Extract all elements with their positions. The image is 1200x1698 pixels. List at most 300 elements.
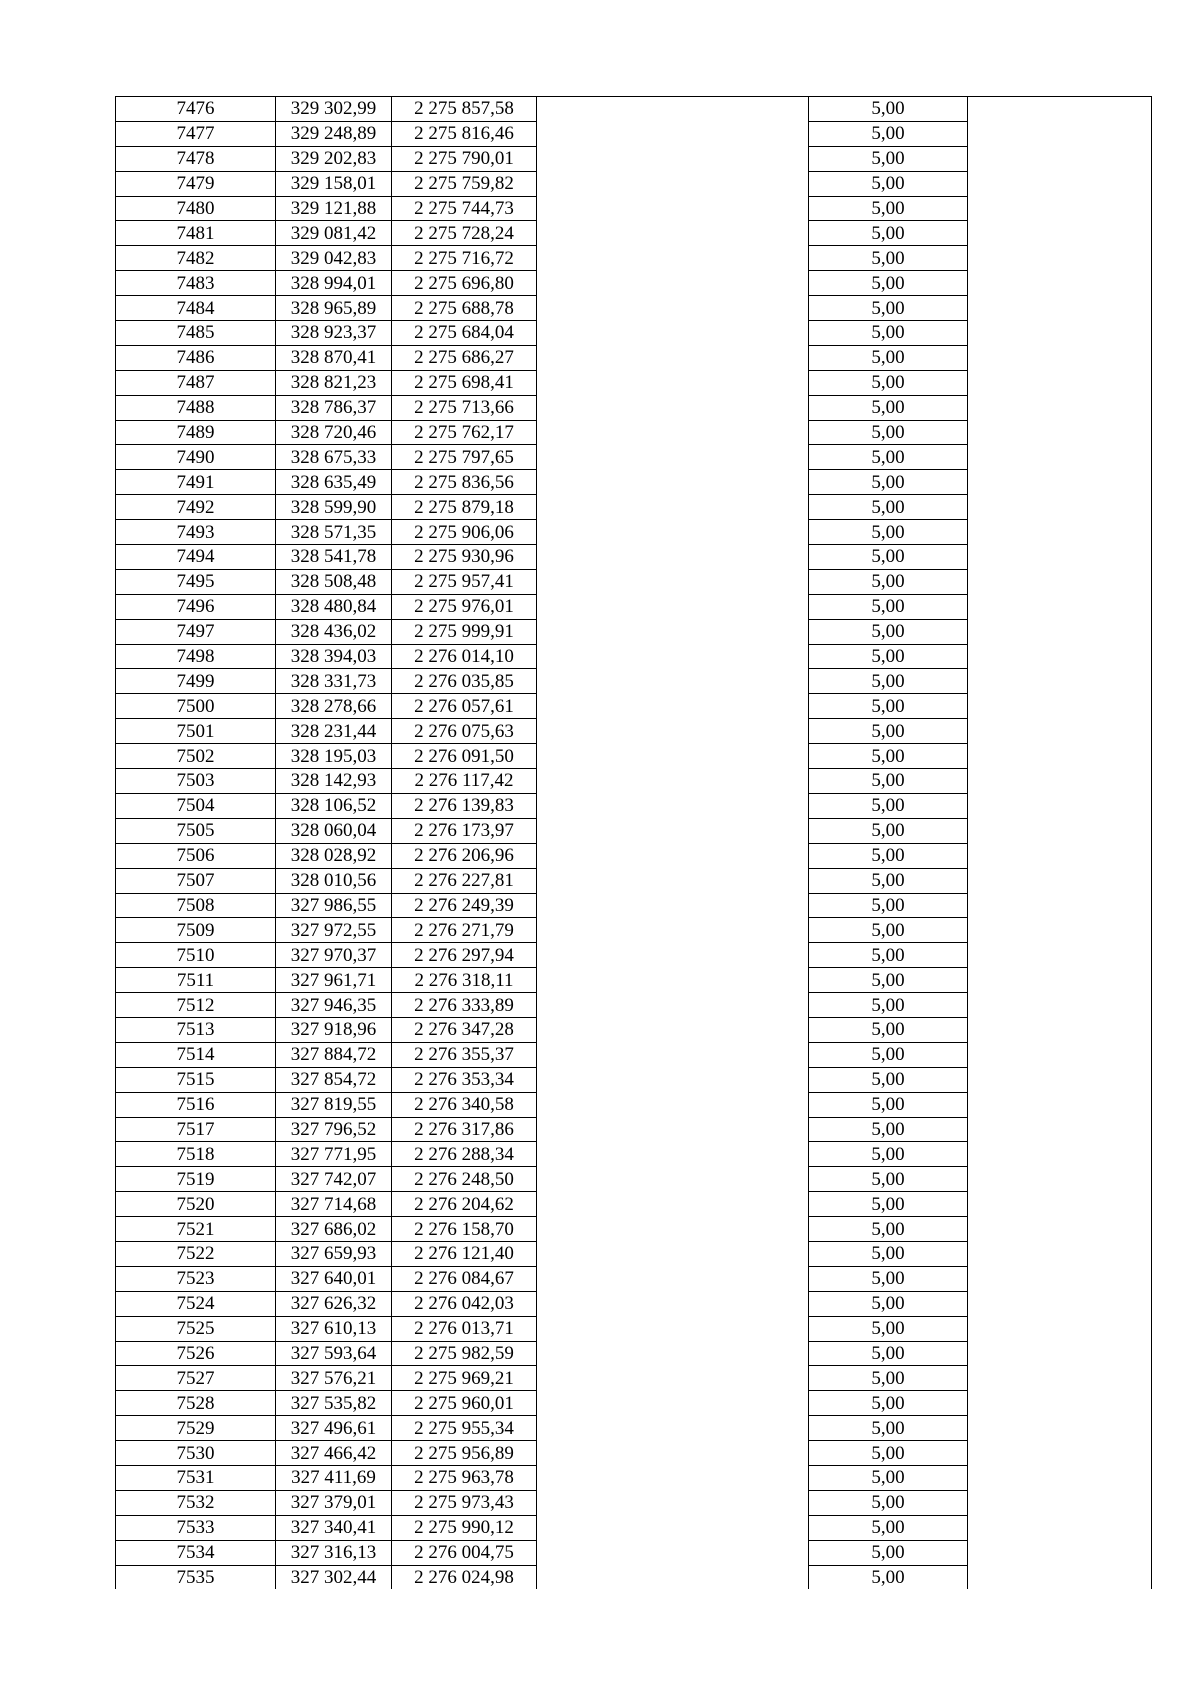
y-coordinate-cell: 2 276 091,50 [392,744,537,769]
point-number-cell: 7513 [116,1017,276,1042]
empty-cell [968,619,1152,644]
empty-cell [537,1565,809,1589]
empty-cell [968,1540,1152,1565]
x-coordinate-cell: 328 195,03 [276,744,392,769]
table-row [116,1142,1152,1167]
table-row [116,1042,1152,1067]
empty-cell [537,1092,809,1117]
y-coordinate-cell: 2 276 014,10 [392,644,537,669]
empty-cell [537,1067,809,1092]
point-number-cell: 7521 [116,1217,276,1242]
table-row [116,1416,1152,1441]
point-number-cell: 7509 [116,918,276,943]
table-row [116,420,1152,445]
empty-cell [537,943,809,968]
empty-cell [968,495,1152,520]
value-cell: 5,00 [809,744,968,769]
y-coordinate-cell: 2 275 973,43 [392,1490,537,1515]
table-row [116,495,1152,520]
x-coordinate-cell: 328 599,90 [276,495,392,520]
empty-cell [968,669,1152,694]
x-coordinate-cell: 327 884,72 [276,1042,392,1067]
y-coordinate-cell: 2 276 248,50 [392,1167,537,1192]
empty-cell [968,1266,1152,1291]
point-number-cell: 7519 [116,1167,276,1192]
empty-cell [968,221,1152,246]
empty-cell [537,1117,809,1142]
table-row [116,1565,1152,1589]
value-cell: 5,00 [809,1217,968,1242]
point-number-cell: 7501 [116,719,276,744]
point-number-cell: 7514 [116,1042,276,1067]
table-row [116,1067,1152,1092]
point-number-cell: 7506 [116,843,276,868]
point-number-cell: 7531 [116,1465,276,1490]
empty-cell [537,1217,809,1242]
empty-cell [537,694,809,719]
table-row [116,1316,1152,1341]
empty-cell [968,1441,1152,1466]
value-cell: 5,00 [809,1540,968,1565]
x-coordinate-cell: 328 870,41 [276,345,392,370]
table-row [116,644,1152,669]
y-coordinate-cell: 2 275 836,56 [392,470,537,495]
value-cell: 5,00 [809,1167,968,1192]
y-coordinate-cell: 2 276 158,70 [392,1217,537,1242]
y-coordinate-cell: 2 275 688,78 [392,296,537,321]
empty-cell [537,196,809,221]
table-row [116,271,1152,296]
empty-cell [537,968,809,993]
empty-cell [537,818,809,843]
value-cell: 5,00 [809,296,968,321]
empty-cell [537,644,809,669]
x-coordinate-cell: 329 248,89 [276,121,392,146]
y-coordinate-cell: 2 275 956,89 [392,1441,537,1466]
empty-cell [537,520,809,545]
value-cell: 5,00 [809,694,968,719]
empty-cell [968,918,1152,943]
table-row [116,321,1152,346]
empty-cell [968,594,1152,619]
empty-cell [968,1117,1152,1142]
table-row [116,868,1152,893]
y-coordinate-cell: 2 276 353,34 [392,1067,537,1092]
empty-cell [537,97,809,122]
y-coordinate-cell: 2 275 759,82 [392,171,537,196]
value-cell: 5,00 [809,395,968,420]
y-coordinate-cell: 2 276 173,97 [392,818,537,843]
point-number-cell: 7508 [116,893,276,918]
value-cell: 5,00 [809,868,968,893]
table-row [116,146,1152,171]
value-cell: 5,00 [809,221,968,246]
x-coordinate-cell: 328 010,56 [276,868,392,893]
value-cell: 5,00 [809,1441,968,1466]
y-coordinate-cell: 2 276 249,39 [392,893,537,918]
x-coordinate-cell: 328 923,37 [276,321,392,346]
y-coordinate-cell: 2 275 960,01 [392,1391,537,1416]
value-cell: 5,00 [809,893,968,918]
empty-cell [968,146,1152,171]
x-coordinate-cell: 328 331,73 [276,669,392,694]
y-coordinate-cell: 2 275 696,80 [392,271,537,296]
empty-cell [537,1042,809,1067]
table-row [116,345,1152,370]
empty-cell [537,569,809,594]
empty-cell [968,1515,1152,1540]
point-number-cell: 7527 [116,1366,276,1391]
y-coordinate-cell: 2 275 684,04 [392,321,537,346]
empty-cell [537,246,809,271]
coordinates-table [115,96,1152,1589]
table-row [116,744,1152,769]
y-coordinate-cell: 2 275 716,72 [392,246,537,271]
value-cell: 5,00 [809,1316,968,1341]
y-coordinate-cell: 2 276 318,11 [392,968,537,993]
point-number-cell: 7511 [116,968,276,993]
value-cell: 5,00 [809,793,968,818]
empty-cell [537,1416,809,1441]
empty-cell [537,1515,809,1540]
x-coordinate-cell: 328 786,37 [276,395,392,420]
y-coordinate-cell: 2 275 999,91 [392,619,537,644]
y-coordinate-cell: 2 276 204,62 [392,1192,537,1217]
point-number-cell: 7535 [116,1565,276,1589]
point-number-cell: 7499 [116,669,276,694]
table-row [116,993,1152,1018]
point-number-cell: 7505 [116,818,276,843]
y-coordinate-cell: 2 276 317,86 [392,1117,537,1142]
table-row [116,445,1152,470]
y-coordinate-cell: 2 275 982,59 [392,1341,537,1366]
empty-cell [968,1092,1152,1117]
table-row [116,1490,1152,1515]
table-row [116,171,1152,196]
table-row [116,1092,1152,1117]
y-coordinate-cell: 2 275 790,01 [392,146,537,171]
empty-cell [968,1291,1152,1316]
y-coordinate-cell: 2 275 857,58 [392,97,537,122]
x-coordinate-cell: 328 142,93 [276,769,392,794]
y-coordinate-cell: 2 275 976,01 [392,594,537,619]
empty-cell [968,1042,1152,1067]
y-coordinate-cell: 2 276 227,81 [392,868,537,893]
point-number-cell: 7477 [116,121,276,146]
point-number-cell: 7529 [116,1416,276,1441]
y-coordinate-cell: 2 275 698,41 [392,370,537,395]
point-number-cell: 7491 [116,470,276,495]
x-coordinate-cell: 327 714,68 [276,1192,392,1217]
y-coordinate-cell: 2 276 139,83 [392,793,537,818]
empty-cell [537,619,809,644]
empty-cell [968,1241,1152,1266]
value-cell: 5,00 [809,669,968,694]
empty-cell [968,1067,1152,1092]
x-coordinate-cell: 327 946,35 [276,993,392,1018]
value-cell: 5,00 [809,97,968,122]
point-number-cell: 7524 [116,1291,276,1316]
value-cell: 5,00 [809,943,968,968]
empty-cell [968,1565,1152,1589]
point-number-cell: 7516 [116,1092,276,1117]
empty-cell [968,121,1152,146]
empty-cell [537,893,809,918]
y-coordinate-cell: 2 276 288,34 [392,1142,537,1167]
y-coordinate-cell: 2 275 957,41 [392,569,537,594]
empty-cell [537,793,809,818]
x-coordinate-cell: 328 480,84 [276,594,392,619]
table-row [116,893,1152,918]
empty-cell [537,171,809,196]
x-coordinate-cell: 328 508,48 [276,569,392,594]
value-cell: 5,00 [809,246,968,271]
x-coordinate-cell: 328 231,44 [276,719,392,744]
point-number-cell: 7483 [116,271,276,296]
coordinates-table-body [116,97,1152,1590]
empty-cell [968,296,1152,321]
table-row [116,1341,1152,1366]
x-coordinate-cell: 328 541,78 [276,545,392,570]
empty-cell [968,171,1152,196]
empty-cell [537,1341,809,1366]
y-coordinate-cell: 2 276 271,79 [392,918,537,943]
empty-cell [537,769,809,794]
table-row [116,545,1152,570]
y-coordinate-cell: 2 275 816,46 [392,121,537,146]
x-coordinate-cell: 327 340,41 [276,1515,392,1540]
y-coordinate-cell: 2 275 728,24 [392,221,537,246]
value-cell: 5,00 [809,1515,968,1540]
point-number-cell: 7533 [116,1515,276,1540]
point-number-cell: 7496 [116,594,276,619]
y-coordinate-cell: 2 276 347,28 [392,1017,537,1042]
table-row [116,918,1152,943]
empty-cell [537,1490,809,1515]
value-cell: 5,00 [809,1565,968,1589]
y-coordinate-cell: 2 275 686,27 [392,345,537,370]
value-cell: 5,00 [809,719,968,744]
table-row [116,793,1152,818]
point-number-cell: 7486 [116,345,276,370]
y-coordinate-cell: 2 275 879,18 [392,495,537,520]
x-coordinate-cell: 327 972,55 [276,918,392,943]
empty-cell [968,694,1152,719]
empty-cell [968,719,1152,744]
y-coordinate-cell: 2 275 969,21 [392,1366,537,1391]
table-row [116,97,1152,122]
point-number-cell: 7478 [116,146,276,171]
value-cell: 5,00 [809,843,968,868]
x-coordinate-cell: 328 675,33 [276,445,392,470]
empty-cell [537,1441,809,1466]
point-number-cell: 7488 [116,395,276,420]
value-cell: 5,00 [809,918,968,943]
table-row [116,1017,1152,1042]
empty-cell [537,370,809,395]
empty-cell [968,271,1152,296]
y-coordinate-cell: 2 276 355,37 [392,1042,537,1067]
table-row [116,769,1152,794]
value-cell: 5,00 [809,445,968,470]
value-cell: 5,00 [809,1416,968,1441]
value-cell: 5,00 [809,1241,968,1266]
x-coordinate-cell: 328 994,01 [276,271,392,296]
x-coordinate-cell: 327 686,02 [276,1217,392,1242]
x-coordinate-cell: 327 771,95 [276,1142,392,1167]
empty-cell [968,1217,1152,1242]
point-number-cell: 7503 [116,769,276,794]
empty-cell [537,1017,809,1042]
empty-cell [537,1192,809,1217]
table-row [116,221,1152,246]
table-row [116,1217,1152,1242]
value-cell: 5,00 [809,968,968,993]
x-coordinate-cell: 328 106,52 [276,793,392,818]
x-coordinate-cell: 329 121,88 [276,196,392,221]
empty-cell [968,1192,1152,1217]
empty-cell [537,545,809,570]
point-number-cell: 7510 [116,943,276,968]
point-number-cell: 7490 [116,445,276,470]
value-cell: 5,00 [809,1117,968,1142]
table-row [116,619,1152,644]
value-cell: 5,00 [809,1490,968,1515]
point-number-cell: 7523 [116,1266,276,1291]
x-coordinate-cell: 328 060,04 [276,818,392,843]
empty-cell [537,1465,809,1490]
y-coordinate-cell: 2 276 075,63 [392,719,537,744]
value-cell: 5,00 [809,993,968,1018]
empty-cell [537,1391,809,1416]
empty-cell [968,644,1152,669]
value-cell: 5,00 [809,495,968,520]
point-number-cell: 7476 [116,97,276,122]
empty-cell [537,1142,809,1167]
value-cell: 5,00 [809,1042,968,1067]
empty-cell [968,818,1152,843]
empty-cell [968,1490,1152,1515]
empty-cell [537,420,809,445]
empty-cell [968,246,1152,271]
value-cell: 5,00 [809,271,968,296]
table-row [116,843,1152,868]
empty-cell [537,1266,809,1291]
value-cell: 5,00 [809,146,968,171]
empty-cell [537,1291,809,1316]
point-number-cell: 7522 [116,1241,276,1266]
value-cell: 5,00 [809,1067,968,1092]
point-number-cell: 7507 [116,868,276,893]
empty-cell [537,321,809,346]
table-row [116,818,1152,843]
x-coordinate-cell: 327 466,42 [276,1441,392,1466]
table-row [116,1167,1152,1192]
point-number-cell: 7534 [116,1540,276,1565]
x-coordinate-cell: 327 640,01 [276,1266,392,1291]
empty-cell [537,669,809,694]
table-row [116,1515,1152,1540]
x-coordinate-cell: 328 436,02 [276,619,392,644]
x-coordinate-cell: 327 854,72 [276,1067,392,1092]
x-coordinate-cell: 329 042,83 [276,246,392,271]
point-number-cell: 7492 [116,495,276,520]
y-coordinate-cell: 2 276 340,58 [392,1092,537,1117]
x-coordinate-cell: 327 659,93 [276,1241,392,1266]
table-row [116,1266,1152,1291]
value-cell: 5,00 [809,1366,968,1391]
empty-cell [537,1316,809,1341]
point-number-cell: 7493 [116,520,276,545]
value-cell: 5,00 [809,1142,968,1167]
table-row [116,196,1152,221]
x-coordinate-cell: 327 302,44 [276,1565,392,1589]
point-number-cell: 7517 [116,1117,276,1142]
empty-cell [537,395,809,420]
y-coordinate-cell: 2 275 797,65 [392,445,537,470]
point-number-cell: 7500 [116,694,276,719]
point-number-cell: 7532 [116,1490,276,1515]
table-row [116,520,1152,545]
value-cell: 5,00 [809,594,968,619]
x-coordinate-cell: 328 028,92 [276,843,392,868]
table-row [116,968,1152,993]
point-number-cell: 7487 [116,370,276,395]
empty-cell [537,221,809,246]
empty-cell [968,395,1152,420]
value-cell: 5,00 [809,1391,968,1416]
point-number-cell: 7494 [116,545,276,570]
point-number-cell: 7528 [116,1391,276,1416]
empty-cell [537,1241,809,1266]
value-cell: 5,00 [809,769,968,794]
x-coordinate-cell: 328 965,89 [276,296,392,321]
table-row [116,669,1152,694]
table-row [116,694,1152,719]
empty-cell [968,1465,1152,1490]
y-coordinate-cell: 2 276 035,85 [392,669,537,694]
value-cell: 5,00 [809,121,968,146]
table-row [116,943,1152,968]
empty-cell [968,1316,1152,1341]
table-row [116,1291,1152,1316]
empty-cell [537,719,809,744]
empty-cell [968,520,1152,545]
value-cell: 5,00 [809,818,968,843]
point-number-cell: 7497 [116,619,276,644]
table-row [116,1117,1152,1142]
point-number-cell: 7502 [116,744,276,769]
x-coordinate-cell: 327 796,52 [276,1117,392,1142]
point-number-cell: 7481 [116,221,276,246]
table-row [116,395,1152,420]
x-coordinate-cell: 328 571,35 [276,520,392,545]
x-coordinate-cell: 327 986,55 [276,893,392,918]
empty-cell [968,769,1152,794]
empty-cell [537,993,809,1018]
table-row [116,569,1152,594]
empty-cell [968,744,1152,769]
empty-cell [537,1366,809,1391]
value-cell: 5,00 [809,619,968,644]
empty-cell [968,470,1152,495]
x-coordinate-cell: 328 394,03 [276,644,392,669]
x-coordinate-cell: 327 626,32 [276,1291,392,1316]
empty-cell [968,321,1152,346]
empty-cell [968,968,1152,993]
x-coordinate-cell: 328 720,46 [276,420,392,445]
empty-cell [968,1366,1152,1391]
